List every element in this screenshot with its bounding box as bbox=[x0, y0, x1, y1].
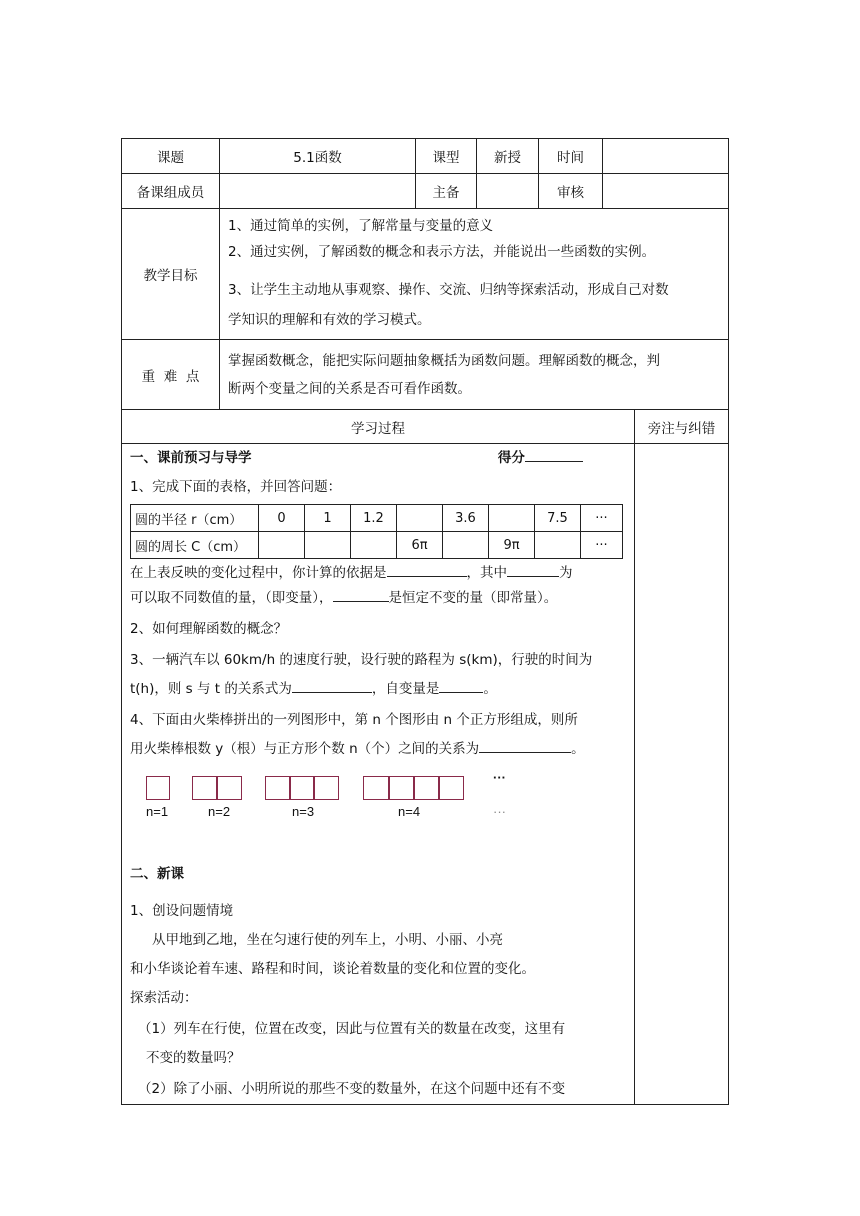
table-cell: 1 bbox=[305, 505, 351, 532]
lesson-plan-table bbox=[121, 138, 729, 1105]
square-shape bbox=[289, 776, 315, 800]
goal-item: 1、通过简单的实例，了解常量与变量的意义 bbox=[228, 218, 494, 234]
review-value bbox=[603, 174, 729, 209]
square-shape bbox=[413, 776, 440, 800]
ellipsis-bottom: ··· bbox=[493, 804, 506, 819]
table-cell[interactable] bbox=[489, 505, 535, 532]
q1-answer-line-2 bbox=[130, 586, 628, 611]
table-cell: 1.2 bbox=[351, 505, 397, 532]
topic-label: 课题 bbox=[122, 139, 220, 174]
explore-item: （1）列车在行使，位置在改变，因此与位置有关的数量在改变，这里有 bbox=[138, 1021, 566, 1037]
s1-paragraph: 和小华谈论着车速、路程和时间，谈论着数量的变化和位置的变化。 bbox=[130, 961, 535, 977]
square-shape bbox=[192, 776, 218, 800]
square-shape bbox=[438, 776, 464, 800]
s1-paragraph: 从甲地到乙地，坐在匀速行使的列车上，小明、小丽、小亮 bbox=[152, 932, 503, 948]
figure-label: n=1 bbox=[146, 804, 169, 819]
goal-item: 3、让学生主动地从事观察、操作、交流、归纳等探索活动，形成自己对数 bbox=[228, 282, 669, 298]
table-cell[interactable] bbox=[305, 532, 351, 559]
side-notes[interactable] bbox=[635, 444, 729, 1105]
table-cell: ··· bbox=[581, 532, 623, 559]
ellipsis-top: ··· bbox=[493, 770, 506, 785]
q2-text: 2、如何理解函数的概念？ bbox=[130, 621, 288, 637]
square-shape bbox=[146, 776, 170, 800]
lead-label: 主备 bbox=[416, 174, 477, 209]
circle-table bbox=[130, 504, 623, 559]
answer-blank[interactable] bbox=[479, 738, 571, 753]
topic-value: 5.1函数 bbox=[220, 139, 416, 174]
square-shape bbox=[388, 776, 415, 800]
lead-value bbox=[477, 174, 539, 209]
figure-label: n=4 bbox=[398, 804, 421, 819]
table-cell: 7.5 bbox=[535, 505, 581, 532]
section2-title: 二、新课 bbox=[130, 866, 184, 882]
score-blank[interactable] bbox=[525, 447, 583, 462]
group-label: 备课组成员 bbox=[122, 174, 220, 209]
difficulty-label bbox=[122, 340, 220, 410]
section1-title-row bbox=[130, 446, 628, 471]
q3-text-a: 3、一辆汽车以 60km/h 的速度行驶，设行驶的路程为 s(km)，行驶的时间为 bbox=[130, 652, 593, 668]
answer-blank[interactable] bbox=[333, 587, 389, 602]
square-shape bbox=[313, 776, 339, 800]
square-shape bbox=[265, 776, 291, 800]
square-shape bbox=[363, 776, 390, 800]
process-header: 学习过程 bbox=[122, 410, 635, 444]
answer-blank[interactable] bbox=[439, 678, 483, 693]
time-label: 时间 bbox=[539, 139, 603, 174]
explore-item: 不变的数量吗？ bbox=[146, 1050, 241, 1066]
difficulty-label-text: 重 难 点 bbox=[141, 368, 200, 385]
table-cell: ··· bbox=[581, 505, 623, 532]
table-cell: 6π bbox=[397, 532, 443, 559]
section1-title: 一、课前预习与导学 bbox=[130, 450, 252, 466]
goals-label: 教学目标 bbox=[122, 209, 220, 340]
explore-item: （2）除了小丽、小明所说的那些不变的数量外，在这个问题中还有不变 bbox=[138, 1081, 566, 1097]
table-cell: 3.6 bbox=[443, 505, 489, 532]
review-label: 审核 bbox=[539, 174, 603, 209]
q1-text: 1、完成下面的表格，并回答问题： bbox=[130, 479, 342, 495]
q3-text-c: ，自变量是 bbox=[371, 681, 440, 697]
table-cell: 9π bbox=[489, 532, 535, 559]
q1-text-c: 为 bbox=[559, 565, 573, 581]
s1-heading: 1、创设问题情境 bbox=[130, 903, 234, 919]
process-content bbox=[122, 444, 635, 1105]
q1-answer-line-1 bbox=[130, 561, 628, 586]
answer-blank[interactable] bbox=[507, 562, 559, 577]
q3-line-2 bbox=[130, 677, 628, 702]
explore-heading: 探索活动： bbox=[130, 990, 198, 1006]
table-cell[interactable] bbox=[535, 532, 581, 559]
table-cell[interactable] bbox=[259, 532, 305, 559]
type-label: 课型 bbox=[416, 139, 477, 174]
table-cell[interactable] bbox=[443, 532, 489, 559]
q4-line-2 bbox=[130, 737, 628, 762]
time-value bbox=[603, 139, 729, 174]
answer-blank[interactable] bbox=[292, 678, 372, 693]
table-cell[interactable] bbox=[397, 505, 443, 532]
side-header: 旁注与纠错 bbox=[635, 410, 729, 444]
figure-label: n=2 bbox=[208, 804, 231, 819]
table-cell: 圆的半径 r（cm） bbox=[131, 505, 259, 532]
q4-text-b: 用火柴棒根数 y（根）与正方形个数 n（个）之间的关系为 bbox=[130, 741, 480, 757]
q1-text-d: 可以取不同数值的量，（即变量）， bbox=[130, 590, 333, 606]
q1-text-b: ，其中 bbox=[466, 565, 507, 581]
answer-blank[interactable] bbox=[387, 562, 467, 577]
q1-text-e: 是恒定不变的量（即常量）。 bbox=[388, 590, 558, 606]
matchstick-figure bbox=[130, 762, 628, 840]
difficulty-line: 断两个变量之间的关系是否可看作函数。 bbox=[228, 380, 471, 397]
score-label: 得分 bbox=[497, 450, 525, 466]
q4-text-c: 。 bbox=[571, 741, 585, 757]
difficulty-line: 掌握函数概念，能把实际问题抽象概括为函数问题。理解函数的概念，判 bbox=[228, 352, 660, 369]
goal-item: 2、通过实例，了解函数的概念和表示方法，并能说出一些函数的实例。 bbox=[228, 244, 656, 260]
q4-text-a: 4、下面由火柴棒拼出的一列图形中，第 n 个图形由 n 个正方形组成，则所 bbox=[130, 712, 578, 728]
q3-text-d: 。 bbox=[483, 681, 497, 697]
table-cell[interactable] bbox=[351, 532, 397, 559]
difficulty-content bbox=[220, 340, 729, 410]
q1-text-a: 在上表反映的变化过程中，你计算的依据是 bbox=[130, 565, 387, 581]
goals-content bbox=[220, 209, 729, 340]
goal-item: 学知识的理解和有效的学习模式。 bbox=[228, 312, 431, 328]
table-cell: 圆的周长 C（cm） bbox=[131, 532, 259, 559]
q3-text-b: t(h)，则 s 与 t 的关系式为 bbox=[130, 681, 292, 697]
table-cell: 0 bbox=[259, 505, 305, 532]
square-shape bbox=[216, 776, 242, 800]
group-value bbox=[220, 174, 416, 209]
figure-label: n=3 bbox=[292, 804, 315, 819]
type-value: 新授 bbox=[477, 139, 539, 174]
